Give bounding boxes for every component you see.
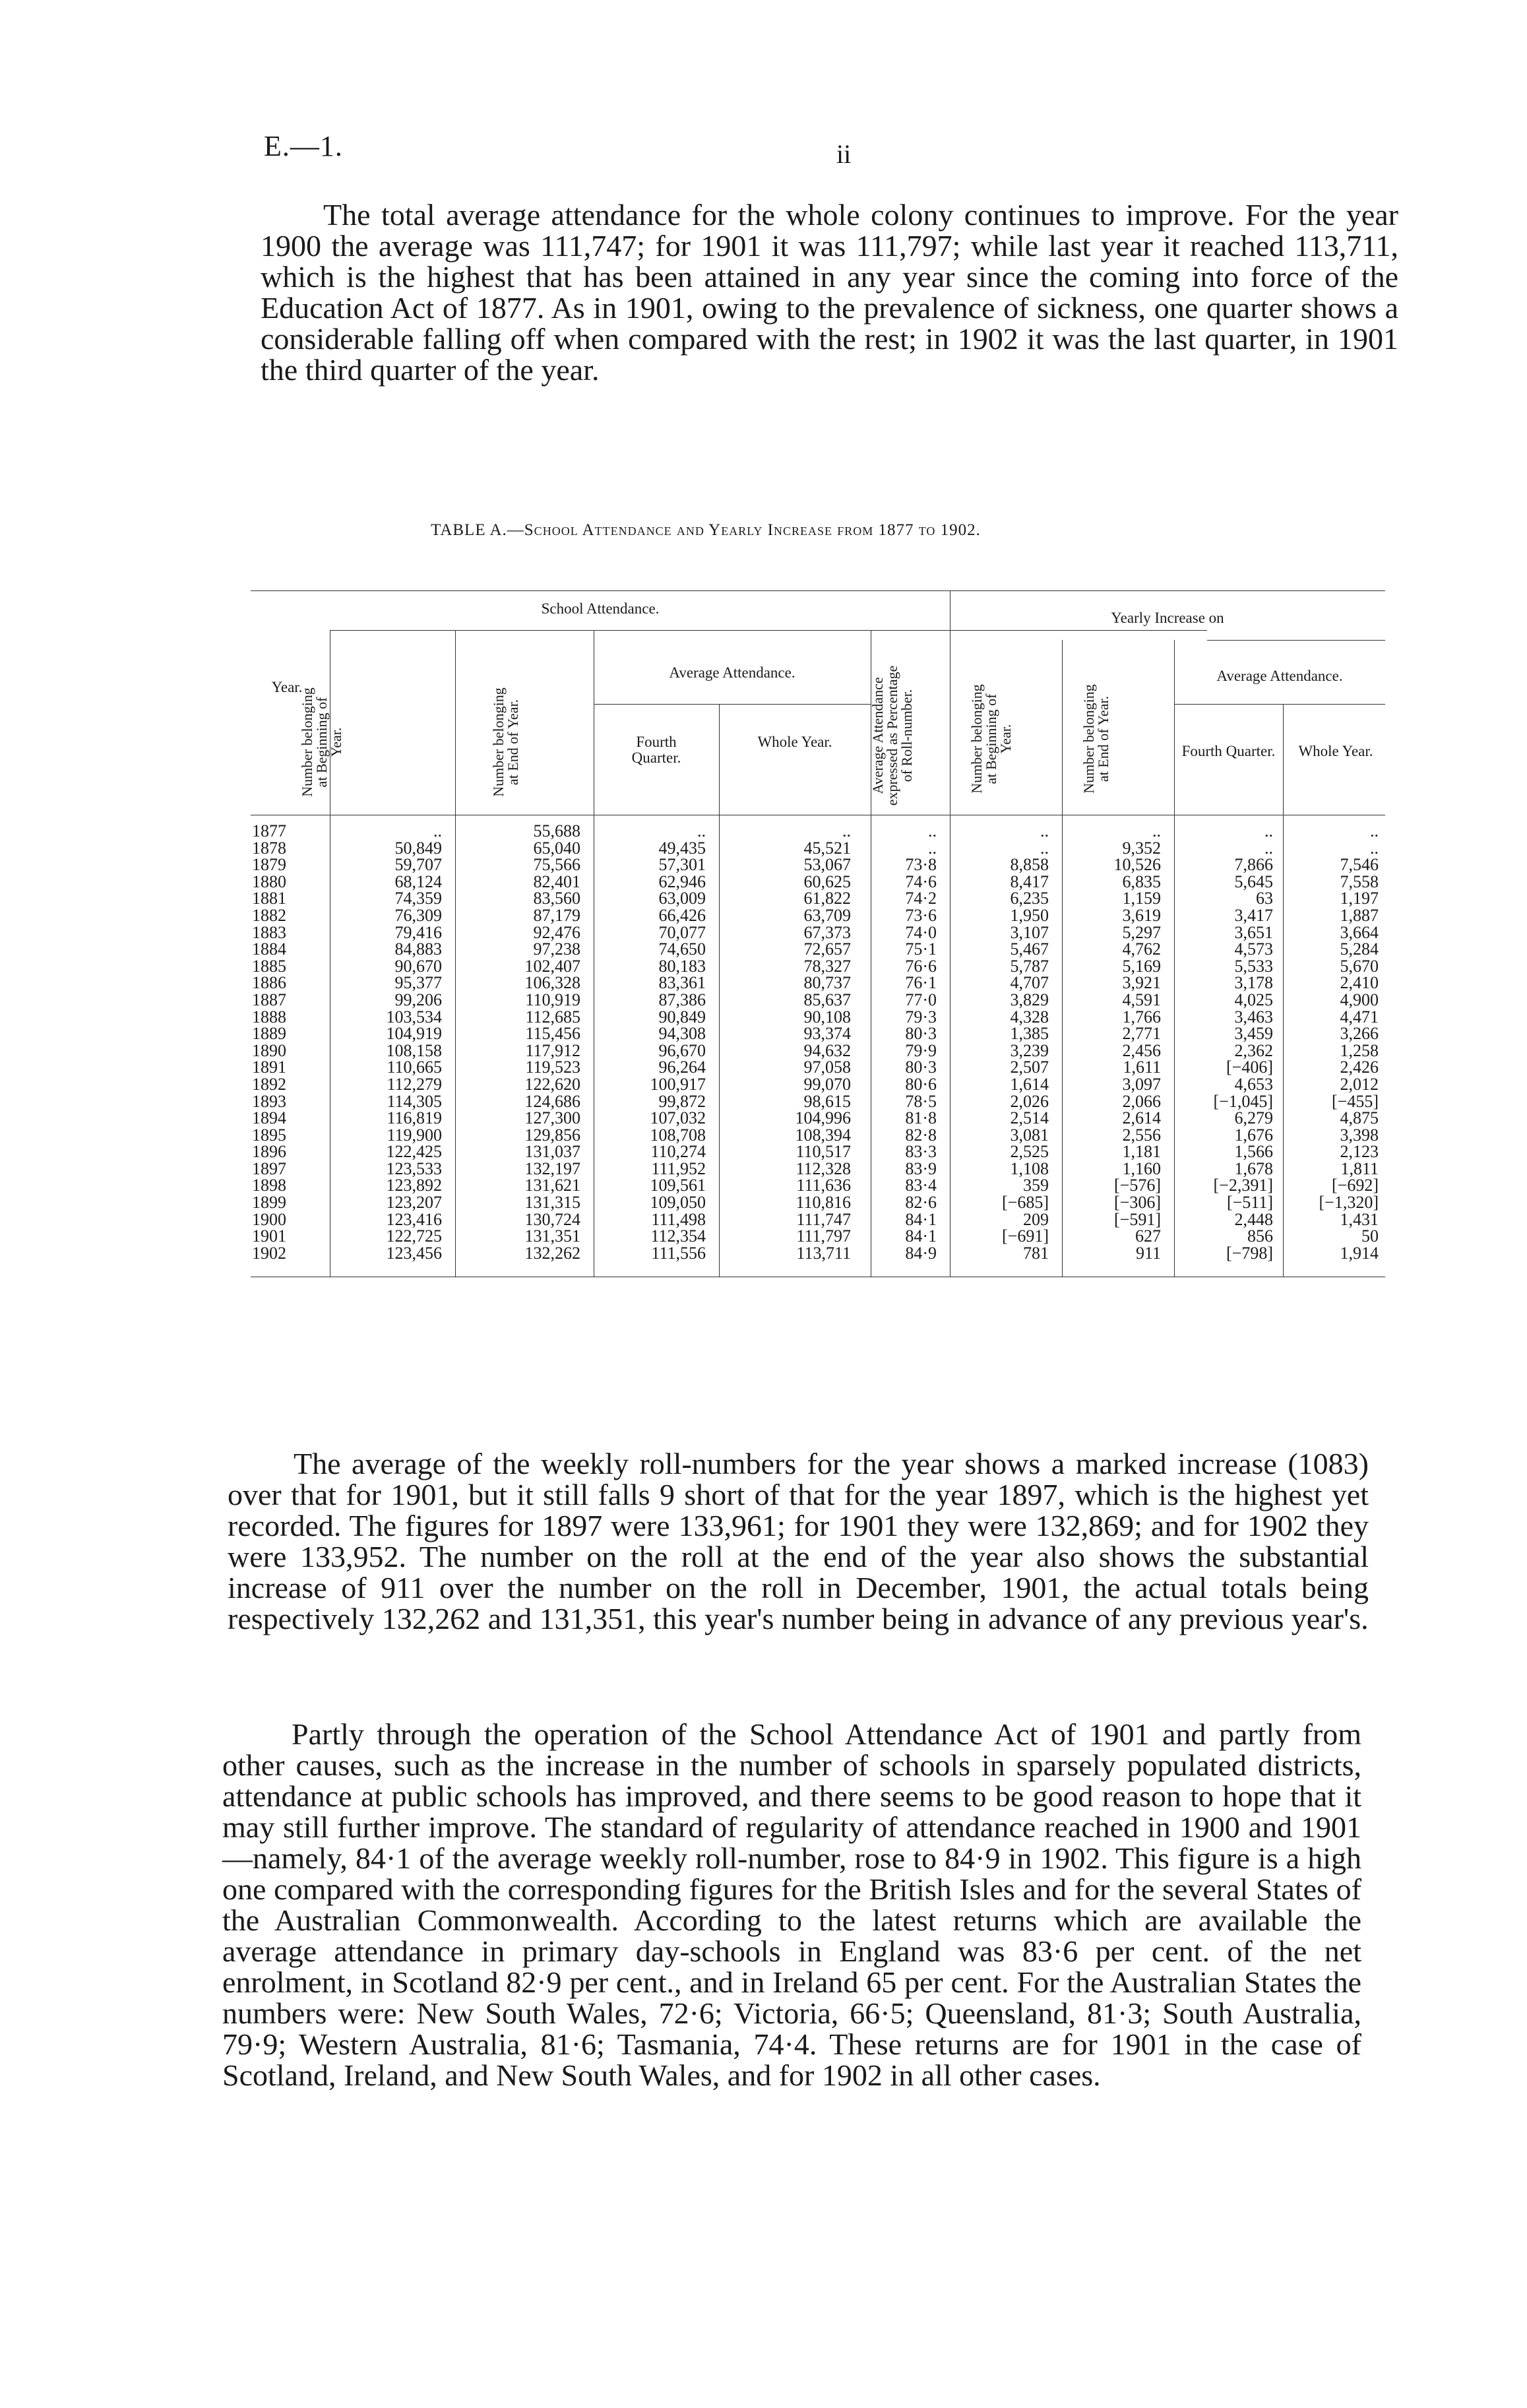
cell-end: 131,351 <box>524 1226 580 1246</box>
cell-inc-begin: 1,614 <box>1010 1074 1049 1094</box>
cell-pct: 73·6 <box>905 905 937 925</box>
school-group-rule <box>330 630 1207 631</box>
cell-inc-end: 4,762 <box>1122 939 1161 959</box>
page-number: ii <box>836 139 852 169</box>
cell-fourth: 74,650 <box>658 939 706 959</box>
cell-year: 1888 <box>252 1007 286 1027</box>
cell-pct: 82·6 <box>905 1193 937 1213</box>
cell-end: 122,620 <box>524 1074 580 1094</box>
cell-inc-fourth: 2,362 <box>1234 1040 1273 1060</box>
paragraph-intro: The total average attendance for the whole colony continues to improve. For the year 1900 the average was 111,747; for 1901 it was 111,797; while last year it reached 113,711, which is the highest that has been attained in any year since the coming into force of the Education Act of 1877. As in 1901, owing to the prevalence of sickness, one quarter shows a considerable falling off when compared with the rest; in 1902 it was the last quarter, in 1901 the third quarter of the year. <box>261 198 1398 387</box>
cell-whole: 110,517 <box>795 1142 851 1162</box>
cell-fourth: 90,849 <box>658 1007 706 1027</box>
cell-inc-begin: 1,385 <box>1010 1024 1049 1044</box>
cell-inc-begin: 4,328 <box>1010 1007 1049 1027</box>
cell-pct: .. <box>928 838 937 858</box>
cell-fourth: 63,009 <box>658 889 706 908</box>
cell-year: 1880 <box>252 871 286 891</box>
cell-inc-fourth: 856 <box>1247 1226 1273 1246</box>
cell-begin: 116,819 <box>387 1108 442 1128</box>
cell-year: 1900 <box>252 1209 286 1229</box>
column-inc-whole <box>1283 823 1379 1261</box>
cell-inc-end: 2,614 <box>1122 1108 1161 1128</box>
cell-year: 1892 <box>252 1074 286 1094</box>
cell-inc-begin: .. <box>1040 821 1049 840</box>
cell-inc-end: 911 <box>1135 1243 1161 1263</box>
cell-inc-end: 1,611 <box>1123 1058 1161 1077</box>
column-whole <box>719 823 851 1261</box>
cell-year: 1890 <box>252 1040 286 1060</box>
header-inc-avg-attendance: Average Attendance. <box>1216 668 1343 684</box>
cell-whole: 97,058 <box>803 1058 851 1077</box>
cell-whole: 93,374 <box>803 1024 851 1044</box>
cell-inc-begin: 5,467 <box>1010 939 1049 959</box>
cell-end: 131,315 <box>524 1193 580 1213</box>
cell-pct: 73·8 <box>905 855 937 875</box>
cell-year: 1881 <box>252 889 286 908</box>
cell-inc-fourth: 3,417 <box>1234 905 1273 925</box>
cell-inc-fourth: .. <box>1264 838 1273 858</box>
cell-inc-fourth: .. <box>1264 821 1273 840</box>
cell-whole: 45,521 <box>803 838 851 858</box>
page-reference: E.—1. <box>264 130 343 162</box>
cell-inc-fourth: [−1,045] <box>1213 1091 1273 1111</box>
cell-inc-begin: 4,707 <box>1010 973 1049 993</box>
cell-fourth: 94,308 <box>658 1024 706 1044</box>
cell-year: 1891 <box>252 1058 286 1077</box>
cell-whole: 61,822 <box>803 889 851 908</box>
header-percentage: Average Attendance expressed as Percentage of Roll-number. <box>869 665 915 806</box>
cell-year: 1896 <box>252 1142 286 1162</box>
cell-pct: 80·6 <box>905 1074 937 1094</box>
cell-inc-begin: 5,787 <box>1010 956 1049 976</box>
cell-year: 1879 <box>252 855 286 875</box>
column-inc-end <box>1062 823 1161 1261</box>
cell-end: 115,456 <box>525 1024 580 1044</box>
cell-begin: 79,416 <box>394 922 442 942</box>
cell-begin: 50,849 <box>394 838 442 858</box>
cell-inc-begin: 781 <box>1023 1243 1049 1263</box>
cell-begin: 99,206 <box>394 990 442 1009</box>
cell-inc-begin: 3,107 <box>1010 922 1049 942</box>
cell-begin: 59,707 <box>394 855 442 875</box>
cell-inc-fourth: 4,653 <box>1234 1074 1273 1094</box>
cell-end: 117,912 <box>525 1040 580 1060</box>
cell-fourth: 62,946 <box>658 871 706 891</box>
cell-inc-end: [−591] <box>1114 1209 1161 1229</box>
column-percentage <box>871 823 937 1261</box>
cell-inc-fourth: [−511] <box>1226 1193 1273 1213</box>
cell-fourth: 109,050 <box>650 1193 706 1213</box>
cell-pct: 84·9 <box>905 1243 937 1263</box>
cell-begin: 122,425 <box>386 1142 442 1162</box>
cell-inc-whole: .. <box>1370 821 1379 840</box>
cell-end: 65,040 <box>533 838 580 858</box>
cell-whole: 60,625 <box>803 871 851 891</box>
cell-inc-whole: [−455] <box>1332 1091 1379 1111</box>
inc-avg-subrule <box>1174 704 1385 705</box>
cell-pct: 77·0 <box>905 990 937 1009</box>
cell-inc-whole: .. <box>1370 838 1379 858</box>
cell-inc-whole: 3,266 <box>1340 1024 1379 1044</box>
cell-fourth: 107,032 <box>650 1108 706 1128</box>
cell-inc-end: 3,619 <box>1122 905 1161 925</box>
cell-inc-whole: [−692] <box>1332 1176 1379 1195</box>
header-inc-fourth-quarter: Fourth Quarter. <box>1181 743 1276 759</box>
cell-year: 1902 <box>252 1243 286 1263</box>
cell-inc-whole: 3,398 <box>1340 1125 1379 1145</box>
cell-end: 75,566 <box>533 855 580 875</box>
header-begin: Number belonging at Beginning of Year. <box>299 687 344 797</box>
cell-fourth: 100,917 <box>650 1074 706 1094</box>
column-inc-fourth <box>1174 823 1273 1261</box>
cell-inc-whole: 1,887 <box>1340 905 1379 925</box>
cell-end: 83,560 <box>533 889 580 908</box>
cell-end: 131,621 <box>524 1176 580 1195</box>
cell-fourth: 66,426 <box>658 905 706 925</box>
cell-begin: 123,207 <box>386 1193 442 1213</box>
cell-inc-end: 1,160 <box>1122 1158 1161 1178</box>
attendance-table <box>251 590 1385 1412</box>
cell-begin: 123,456 <box>386 1243 442 1263</box>
cell-year: 1878 <box>252 838 286 858</box>
cell-inc-begin: 209 <box>1023 1209 1049 1229</box>
cell-inc-begin: 2,525 <box>1010 1142 1049 1162</box>
cell-pct: 81·8 <box>905 1108 937 1128</box>
cell-end: 127,300 <box>524 1108 580 1128</box>
cell-pct: 80·3 <box>905 1058 937 1077</box>
cell-inc-begin: [−685] <box>1002 1193 1049 1213</box>
header-year: Year. <box>271 679 303 695</box>
cell-inc-end: 2,066 <box>1122 1091 1161 1111</box>
cell-inc-whole: 1,914 <box>1340 1243 1379 1263</box>
header-yearly-increase: Yearly Increase on <box>1111 610 1224 626</box>
cell-begin: 122,725 <box>386 1226 442 1246</box>
paragraph-roll-numbers: The average of the weekly roll-numbers for the year shows a marked increase (1083) over that for 1901, but it still falls 9 short of that for the year 1897, which is the highest yet recorded. The figures for 1897 were 133,961; for 1901 they were 132,869; and for 1902 they were 133,952. The number on the roll at the end of the year also shows the substantial increase of 911 over the number on the roll in December, 1901, the actual totals being respectively 132,262 and 131,351, this year's number being in advance of any previous year's. <box>228 1447 1369 1635</box>
column-inc-begin <box>950 823 1049 1261</box>
cell-inc-begin: 1,108 <box>1010 1158 1049 1178</box>
cell-inc-end: 4,591 <box>1122 990 1161 1009</box>
cell-inc-end: 2,771 <box>1122 1024 1161 1044</box>
cell-begin: 74,359 <box>394 889 442 908</box>
cell-fourth: 111,556 <box>651 1243 706 1263</box>
cell-pct: 82·8 <box>905 1125 937 1145</box>
cell-year: 1884 <box>252 939 286 959</box>
cell-inc-end: 3,921 <box>1122 973 1161 993</box>
cell-pct: 83·3 <box>905 1142 937 1162</box>
cell-whole: 90,108 <box>803 1007 851 1027</box>
cell-inc-whole: 2,426 <box>1340 1058 1379 1077</box>
cell-fourth: 70,077 <box>658 922 706 942</box>
column-year <box>252 823 325 1261</box>
cell-inc-fourth: 6,279 <box>1234 1108 1273 1128</box>
cell-year: 1883 <box>252 922 286 942</box>
cell-begin: 68,124 <box>394 871 442 891</box>
cell-begin: 114,305 <box>387 1091 442 1111</box>
cell-end: 131,037 <box>524 1142 580 1162</box>
cell-fourth: 110,274 <box>650 1142 706 1162</box>
cell-fourth: 96,264 <box>658 1058 706 1077</box>
cell-end: 119,523 <box>525 1058 580 1077</box>
cell-year: 1897 <box>252 1158 286 1178</box>
cell-inc-fourth: [−2,391] <box>1213 1176 1273 1195</box>
cell-whole: 80,737 <box>803 973 851 993</box>
cell-inc-end: 2,556 <box>1122 1125 1161 1145</box>
cell-pct: 79·9 <box>905 1040 937 1060</box>
cell-inc-begin: 6,235 <box>1010 889 1049 908</box>
cell-end: 132,262 <box>524 1243 580 1263</box>
header-inc-begin: Number belonging at Beginning of Year. <box>968 684 1014 794</box>
cell-fourth: 57,301 <box>658 855 706 875</box>
cell-inc-end: 2,456 <box>1122 1040 1161 1060</box>
cell-end: 106,328 <box>524 973 580 993</box>
avg-att-subrule <box>594 704 871 705</box>
cell-fourth: 83,361 <box>658 973 706 993</box>
cell-pct: 83·9 <box>905 1158 937 1178</box>
cell-end: 87,179 <box>533 905 580 925</box>
cell-pct: 78·5 <box>905 1091 937 1111</box>
cell-year: 1898 <box>252 1176 286 1195</box>
cell-end: 55,688 <box>533 821 580 840</box>
cell-end: 132,197 <box>524 1158 580 1178</box>
cell-pct: 80·3 <box>905 1024 937 1044</box>
cell-inc-end: [−576] <box>1114 1176 1161 1195</box>
cell-inc-whole: 5,670 <box>1340 956 1379 976</box>
cell-fourth: .. <box>697 821 706 840</box>
cell-begin: 76,309 <box>394 905 442 925</box>
cell-inc-whole: 4,875 <box>1340 1108 1379 1128</box>
cell-end: 112,685 <box>525 1007 580 1027</box>
cell-inc-fourth: 5,533 <box>1234 956 1273 976</box>
cell-pct: 76·6 <box>905 956 937 976</box>
cell-whole: 104,996 <box>795 1108 851 1128</box>
cell-fourth: 108,708 <box>650 1125 706 1145</box>
cell-inc-whole: 7,558 <box>1340 871 1379 891</box>
cell-whole: 72,657 <box>803 939 851 959</box>
cell-whole: .. <box>842 821 851 840</box>
cell-end: 82,401 <box>533 871 580 891</box>
cell-pct: 76·1 <box>905 973 937 993</box>
cell-fourth: 80,183 <box>658 956 706 976</box>
cell-fourth: 87,386 <box>658 990 706 1009</box>
cell-inc-whole: 4,471 <box>1340 1007 1379 1027</box>
header-avg-attendance: Average Attendance. <box>669 664 795 681</box>
cell-inc-whole: 3,664 <box>1340 922 1379 942</box>
cell-inc-begin: 8,858 <box>1010 855 1049 875</box>
cell-pct: 74·2 <box>905 889 937 908</box>
cell-inc-fourth: 1,566 <box>1234 1142 1273 1162</box>
cell-year: 1899 <box>252 1193 286 1213</box>
cell-inc-fourth: 63 <box>1256 889 1273 908</box>
header-whole-year: Whole Year. <box>757 734 832 750</box>
cell-begin: 84,883 <box>394 939 442 959</box>
cell-inc-end: 1,766 <box>1122 1007 1161 1027</box>
cell-inc-begin: 2,026 <box>1010 1091 1049 1111</box>
cell-whole: 85,637 <box>803 990 851 1009</box>
cell-inc-fourth: 3,459 <box>1234 1024 1273 1044</box>
cell-inc-whole: 1,431 <box>1340 1209 1379 1229</box>
cell-whole: 111,636 <box>796 1176 851 1195</box>
cell-inc-begin: 359 <box>1023 1176 1049 1195</box>
cell-end: 110,919 <box>525 990 580 1009</box>
cell-whole: 111,747 <box>796 1209 851 1229</box>
cell-begin: 110,665 <box>387 1058 442 1077</box>
cell-inc-end: 5,169 <box>1122 956 1161 976</box>
cell-inc-whole: 1,258 <box>1340 1040 1379 1060</box>
cell-inc-begin: 3,829 <box>1010 990 1049 1009</box>
cell-whole: 78,327 <box>803 956 851 976</box>
cell-inc-begin: 2,507 <box>1010 1058 1049 1077</box>
cell-begin: 90,670 <box>394 956 442 976</box>
cell-whole: 63,709 <box>803 905 851 925</box>
cell-inc-begin: 3,239 <box>1010 1040 1049 1060</box>
cell-inc-whole: [−1,320] <box>1319 1193 1379 1213</box>
cell-begin: 103,534 <box>386 1007 442 1027</box>
paragraph-regularity: Partly through the operation of the School Attendance Act of 1901 and partly from other causes, such as the increase in the number of schools in sparsely populated districts, attendance at public schools has improved, and there seems to be good reason to hope that it may still further improve. The standard of regularity of attendance reached in 1900 and 1901—namely, 84·1 of the average weekly roll-number, rose to 84·9 in 1902. This figure is a high one compared with the corresponding figures for the British Isles and for the several States of the Australian Commonwealth. According to the latest returns which are available the average attendance in primary day-schools in England was 83·6 per cent. of the net enrolment, in Scotland 82·9 per cent., and in Ireland 65 per cent. For the Australian States the numbers were: New South Wales, 72·6; Victoria, 66·5; Queensland, 81·3; South Australia, 79·9; Western Australia, 81·6; Tasmania, 74·4. These returns are for 1901 in the case of Scotland, Ireland, and New South Wales, and for 1902 in all other cases. <box>222 1717 1361 2092</box>
cell-inc-fourth: 1,678 <box>1234 1158 1273 1178</box>
cell-inc-fourth: 3,463 <box>1234 1007 1273 1027</box>
cell-inc-begin: [−691] <box>1002 1226 1049 1246</box>
cell-end: 130,724 <box>524 1209 580 1229</box>
cell-begin: .. <box>433 821 442 840</box>
cell-fourth: 96,670 <box>658 1040 706 1060</box>
yearly-group-rule <box>1207 640 1385 641</box>
cell-begin: 108,158 <box>386 1040 442 1060</box>
cell-year: 1887 <box>252 990 286 1009</box>
cell-fourth: 99,872 <box>658 1091 706 1111</box>
cell-inc-end: 3,097 <box>1122 1074 1161 1094</box>
cell-inc-fourth: [−406] <box>1226 1058 1273 1077</box>
cell-inc-end: 5,297 <box>1122 922 1161 942</box>
cell-fourth: 111,952 <box>651 1158 706 1178</box>
cell-inc-begin: .. <box>1040 838 1049 858</box>
table-caption-title: School Attendance and Yearly Increase from 1877 to 1902. <box>524 521 981 539</box>
cell-end: 92,476 <box>533 922 580 942</box>
cell-begin: 123,533 <box>386 1158 442 1178</box>
cell-begin: 112,279 <box>387 1074 442 1094</box>
cell-inc-whole: 4,900 <box>1340 990 1379 1009</box>
cell-inc-whole: 1,197 <box>1340 889 1379 908</box>
cell-pct: 79·3 <box>905 1007 937 1027</box>
cell-inc-fourth: 3,178 <box>1234 973 1273 993</box>
cell-pct: 75·1 <box>905 939 937 959</box>
cell-begin: 104,919 <box>386 1024 442 1044</box>
cell-whole: 111,797 <box>796 1226 851 1246</box>
cell-pct: 84·1 <box>905 1226 937 1246</box>
cell-pct: 74·0 <box>905 922 937 942</box>
cell-pct: 83·4 <box>905 1176 937 1195</box>
cell-begin: 123,416 <box>386 1209 442 1229</box>
cell-inc-begin: 1,950 <box>1010 905 1049 925</box>
header-school-attendance: School Attendance. <box>541 600 660 617</box>
cell-inc-end: 9,352 <box>1122 838 1161 858</box>
cell-inc-end: 1,159 <box>1122 889 1161 908</box>
cell-inc-whole: 2,410 <box>1340 973 1379 993</box>
header-inc-end: Number belonging at End of Year. <box>1080 684 1111 794</box>
cell-whole: 110,816 <box>795 1193 851 1213</box>
cell-year: 1885 <box>252 956 286 976</box>
cell-year: 1882 <box>252 905 286 925</box>
column-fourth <box>594 823 706 1261</box>
cell-inc-fourth: 5,645 <box>1234 871 1273 891</box>
cell-inc-fourth: 1,676 <box>1234 1125 1273 1145</box>
cell-whole: 108,394 <box>795 1125 851 1145</box>
cell-inc-end: 6,835 <box>1122 871 1161 891</box>
cell-whole: 98,615 <box>803 1091 851 1111</box>
cell-inc-end: 1,181 <box>1122 1142 1161 1162</box>
column-begin <box>330 823 442 1261</box>
cell-end: 97,238 <box>533 939 580 959</box>
cell-end: 124,686 <box>524 1091 580 1111</box>
cell-inc-begin: 8,417 <box>1010 871 1049 891</box>
cell-begin: 119,900 <box>387 1125 442 1145</box>
cell-begin: 123,892 <box>386 1176 442 1195</box>
cell-inc-end: 627 <box>1135 1226 1161 1246</box>
cell-inc-end: 10,526 <box>1113 855 1161 875</box>
cell-end: 102,407 <box>524 956 580 976</box>
cell-whole: 67,373 <box>803 922 851 942</box>
cell-pct: 74·6 <box>905 871 937 891</box>
cell-year: 1893 <box>252 1091 286 1111</box>
cell-whole: 53,067 <box>803 855 851 875</box>
cell-inc-end: .. <box>1152 821 1161 840</box>
cell-inc-whole: 50 <box>1361 1226 1379 1246</box>
cell-inc-fourth: [−798] <box>1226 1243 1273 1263</box>
cell-begin: 95,377 <box>394 973 442 993</box>
cell-inc-whole: 5,284 <box>1340 939 1379 959</box>
cell-year: 1889 <box>252 1024 286 1044</box>
table-caption-prefix: TABLE A.— <box>431 521 524 539</box>
cell-whole: 112,328 <box>795 1158 851 1178</box>
cell-inc-whole: 2,012 <box>1340 1074 1379 1094</box>
cell-inc-whole: 1,811 <box>1340 1158 1379 1178</box>
cell-fourth: 111,498 <box>651 1209 706 1229</box>
cell-inc-fourth: 2,448 <box>1234 1209 1273 1229</box>
cell-inc-whole: 7,546 <box>1340 855 1379 875</box>
cell-year: 1895 <box>252 1125 286 1145</box>
cell-pct: .. <box>928 821 937 840</box>
cell-fourth: 112,354 <box>650 1226 706 1246</box>
cell-inc-fourth: 7,866 <box>1234 855 1273 875</box>
cell-fourth: 109,561 <box>650 1176 706 1195</box>
cell-whole: 99,070 <box>803 1074 851 1094</box>
cell-year: 1877 <box>252 821 286 840</box>
header-inc-whole-year: Whole Year. <box>1298 743 1373 759</box>
cell-inc-fourth: 3,651 <box>1234 922 1273 942</box>
cell-year: 1901 <box>252 1226 286 1246</box>
header-end: Number belonging at End of Year. <box>490 687 521 797</box>
header-fourth-quarter: Fourth Quarter. <box>631 734 681 766</box>
cell-inc-begin: 3,081 <box>1010 1125 1049 1145</box>
cell-inc-fourth: 4,025 <box>1234 990 1273 1009</box>
column-end <box>455 823 580 1261</box>
table-top-rule <box>251 590 1385 591</box>
cell-end: 129,856 <box>524 1125 580 1145</box>
table-caption <box>218 521 1194 540</box>
cell-inc-whole: 2,123 <box>1340 1142 1379 1162</box>
cell-year: 1886 <box>252 973 286 993</box>
cell-inc-begin: 2,514 <box>1010 1108 1049 1128</box>
cell-year: 1894 <box>252 1108 286 1128</box>
cell-inc-end: [−306] <box>1114 1193 1161 1213</box>
cell-whole: 113,711 <box>796 1243 851 1263</box>
cell-whole: 94,632 <box>803 1040 851 1060</box>
cell-inc-fourth: 4,573 <box>1234 939 1273 959</box>
cell-pct: 84·1 <box>905 1209 937 1229</box>
cell-fourth: 49,435 <box>658 838 706 858</box>
